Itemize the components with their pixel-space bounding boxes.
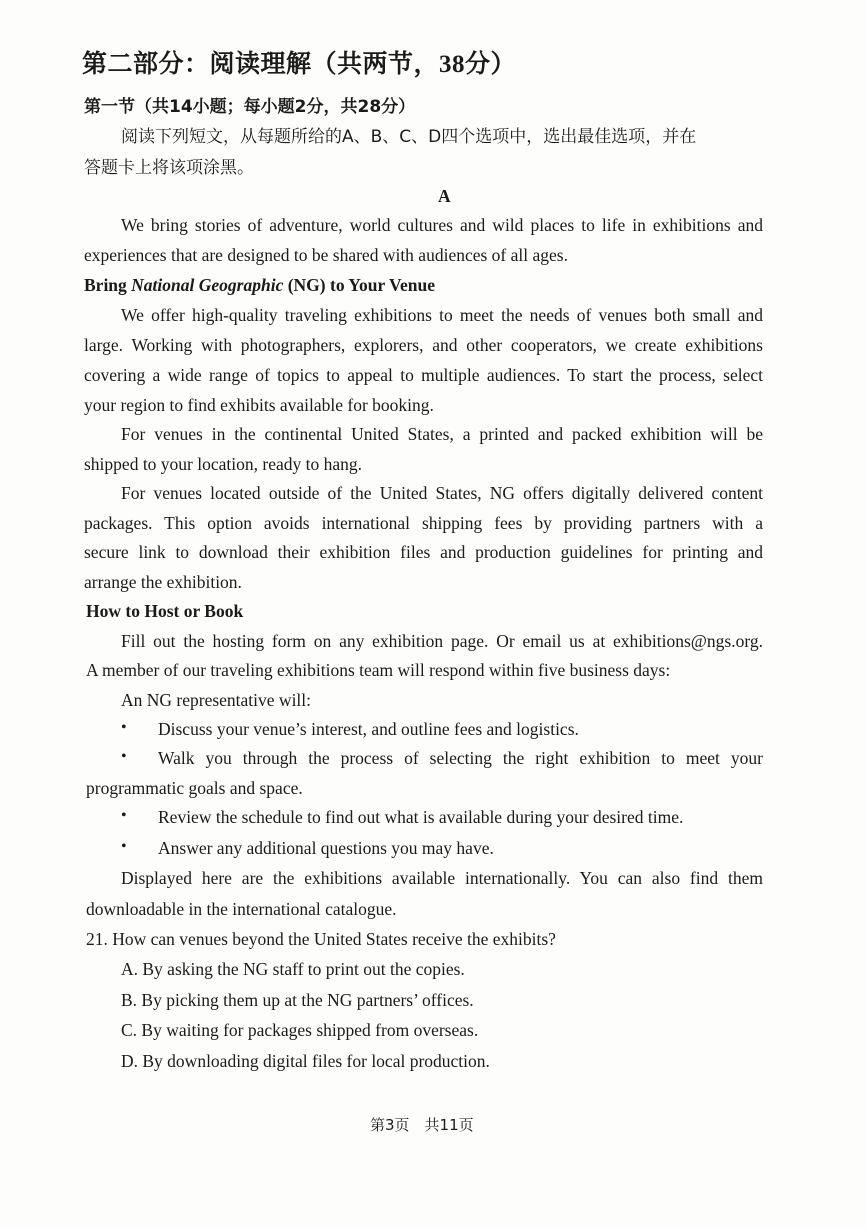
instruction-line-2: 答题卡上将该项涂黑。	[84, 158, 254, 178]
heading-bring-ng	[84, 274, 435, 296]
bullet-item: Walk you through the process of selecting the right exhibition to meet your	[158, 748, 763, 768]
bullet-item: Discuss your venue’s interest, and outline fees and logistics.	[158, 719, 579, 739]
bullet-item: Answer any additional questions you may have.	[158, 838, 494, 858]
para-line: downloadable in the international catalogue.	[86, 899, 397, 919]
bullet-icon: •	[121, 807, 127, 824]
option-d: D. By downloading digital files for local production.	[121, 1051, 490, 1071]
passage-label: A	[438, 186, 451, 206]
para-line: covering a wide range of topics to appeal to multiple audiences. To start the process, select	[84, 365, 763, 385]
para-line: large. Working with photographers, explorers, and other cooperators, we create exhibitions	[84, 335, 763, 355]
para-line: A member of our traveling exhibitions team will respond within five business days:	[86, 660, 671, 680]
option-b: B. By picking them up at the NG partners’ offices.	[121, 990, 474, 1010]
bullet-icon: •	[121, 838, 127, 855]
para-line: Fill out the hosting form on any exhibition page. Or email us at exhibitions@ngs.org.	[121, 631, 763, 651]
intro-line: We bring stories of adventure, world cultures and wild places to life in exhibitions and	[121, 215, 763, 235]
bullet-item-cont: programmatic goals and space.	[86, 778, 303, 798]
para-line: shipped to your location, ready to hang.	[84, 454, 362, 474]
para-line: secure link to download their exhibition files and production guidelines for printing and	[84, 542, 763, 562]
para-line: For venues in the continental United States, a printed and packed exhibition will be	[121, 424, 763, 444]
heading-host-or-book: How to Host or Book	[86, 601, 244, 621]
rep-intro: An NG representative will:	[121, 690, 312, 710]
heading-prefix: Bring	[84, 275, 132, 295]
instruction-line-1: 阅读下列短文，从每题所给的A、B、C、D四个选项中，选出最佳选项，并在	[121, 127, 697, 147]
option-a: A. By asking the NG staff to print out the copies.	[121, 959, 465, 979]
heading-italic-title: National Geographic	[131, 275, 284, 295]
bullet-icon: •	[121, 748, 127, 765]
bullet-icon: •	[121, 719, 127, 736]
heading-suffix: (NG) to Your Venue	[283, 275, 436, 295]
option-c: C. By waiting for packages shipped from overseas.	[121, 1020, 479, 1040]
bullet-item: Review the schedule to find out what is available during your desired time.	[158, 807, 684, 827]
para-line: For venues located outside of the United States, NG offers digitally delivered content	[121, 483, 763, 503]
subsection-title: 第一节（共14小题；每小题2分，共28分）	[84, 97, 416, 117]
para-line: your region to find exhibits available for booking.	[84, 395, 434, 415]
para-line: arrange the exhibition.	[84, 572, 242, 592]
question-stem: 21. How can venues beyond the United States receive the exhibits?	[86, 929, 556, 949]
intro-line: experiences that are designed to be shared with audiences of all ages.	[84, 245, 568, 265]
section-title: 第二部分：阅读理解（共两节，38分）	[82, 51, 517, 78]
page-number: 第3页 共11页	[370, 1116, 474, 1134]
para-line: We offer high-quality traveling exhibitions to meet the needs of venues both small and	[121, 305, 763, 325]
para-line: packages. This option avoids international shipping fees by providing partners with a	[84, 513, 763, 533]
para-line: Displayed here are the exhibitions available internationally. You can also find them	[121, 868, 763, 888]
